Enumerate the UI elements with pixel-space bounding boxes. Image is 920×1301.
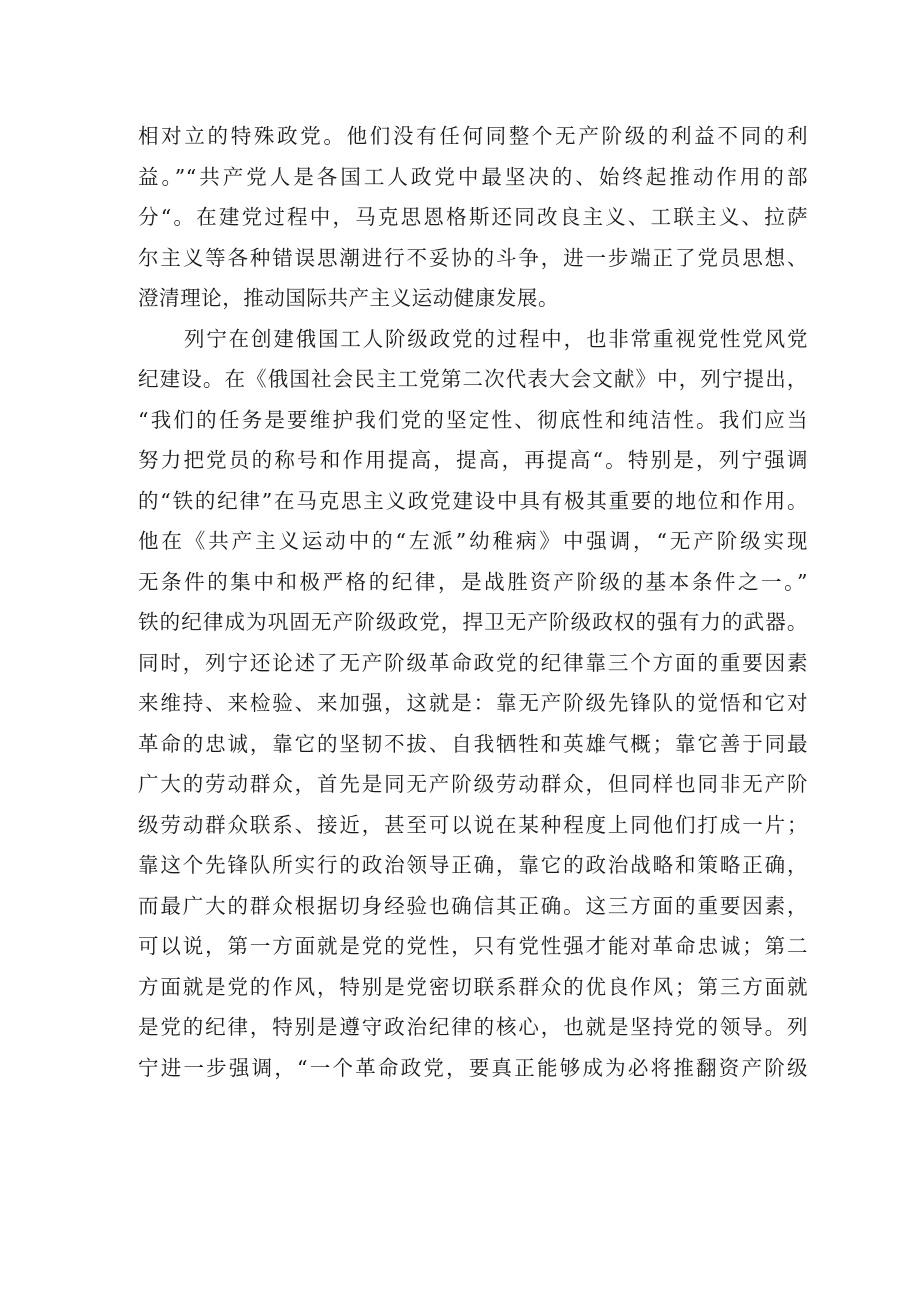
text-line: 铁的纪律成为巩固无产阶级政党，捍卫无产阶级政权的强有力的武器。: [138, 610, 808, 634]
text-line: 益。”“共产党人是各国工人政党中最坚决的、始终起推动作用的部: [138, 164, 808, 189]
paragraph-end-line: 澄清理论，推动国际共产主义运动健康发展。: [138, 286, 559, 310]
text-line: 努力把党员的称号和作用提高，提高，再提高“。特别是，列宁强调: [138, 448, 808, 472]
text-line: 同时，列宁还论述了无产阶级革命政党的纪律靠三个方面的重要因素: [138, 650, 808, 675]
text-line: 相对立的特殊政党。他们没有任何同整个无产阶级的利益不同的利: [138, 124, 808, 148]
paragraph-first-line: 列宁在创建俄国工人阶级政党的过程中，也非常重视党性党风党: [184, 326, 808, 351]
text-line: 革命的忠诚，靠它的坚韧不拔、自我牺牲和英雄气概；靠它善于同最: [138, 731, 808, 756]
text-line: 他在《共产主义运动中的“左派”幼稚病》中强调，“无产阶级实现: [138, 529, 808, 553]
text-line: 来维持、来检验、来加强，这就是：靠无产阶级先锋队的觉悟和它对: [138, 691, 808, 715]
body-text: [138, 116, 808, 1088]
text-line: 纪建设。在《俄国社会民主工党第二次代表大会文献》中，列宁提出，: [138, 367, 808, 391]
text-line: 而最广大的群众根据切身经验也确信其正确。这三方面的重要因素，: [138, 893, 808, 918]
text-line: 是党的纪律，特别是遵守政治纪律的核心，也就是坚持党的领导。列: [138, 1015, 808, 1039]
text-line: 宁进一步强调，“一个革命政党，要真正能够成为必将推翻资产阶级: [138, 1055, 808, 1080]
text-line: 靠这个先锋队所实行的政治领导正确，靠它的政治战略和策略正确，: [138, 853, 808, 877]
text-line: 方面就是党的作风，特别是党密切联系群众的优良作风；第三方面就: [138, 974, 808, 999]
text-line: 可以说，第一方面就是党的党性，只有党性强才能对革命忠诚；第二: [138, 934, 808, 958]
text-line: 广大的劳动群众，首先是同无产阶级劳动群众，但同样也同非无产阶: [138, 772, 808, 796]
text-line: 无条件的集中和极严格的纪律，是战胜资产阶级的基本条件之一。”: [138, 569, 808, 594]
text-line: 尔主义等各种错误思潮进行不妥协的斗争，进一步端正了党员思想、: [138, 245, 808, 270]
text-line: 级劳动群众联系、接近，甚至可以说在某种程度上同他们打成一片；: [138, 812, 808, 837]
text-line: 的“铁的纪律”在马克思主义政党建设中具有极其重要的地位和作用。: [138, 488, 808, 513]
text-line: 分“。在建党过程中，马克思恩格斯还同改良主义、工联主义、拉萨: [138, 205, 808, 229]
text-line: “我们的任务是要维护我们党的坚定性、彻底性和纯洁性。我们应当: [138, 407, 808, 432]
